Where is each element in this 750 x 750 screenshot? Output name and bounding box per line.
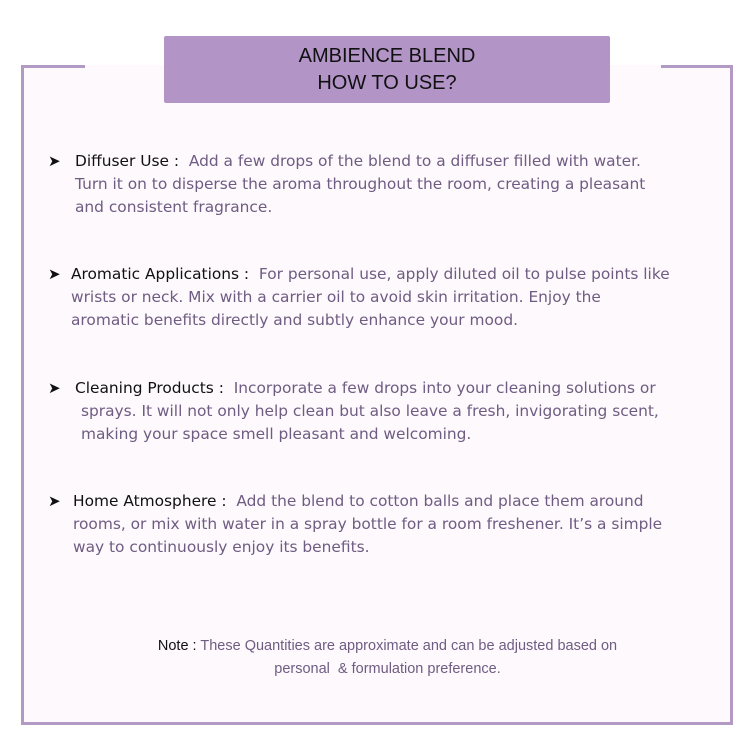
item-label: Diffuser Use :: [75, 152, 180, 170]
item-label: Aromatic Applications :: [71, 265, 250, 283]
item-text: way to continuously enjoy its benefits.: [73, 538, 370, 556]
item-label: Cleaning Products :: [75, 379, 224, 397]
item-text: sprays. It will not only help clean but also leave a fresh, invigorating scent,: [81, 402, 659, 420]
note-text: personal & formulation preference.: [274, 661, 501, 677]
item-text: Add a few drops of the blend to a diffuser filled with water.: [188, 152, 641, 170]
item-text: For personal use, apply diluted oil to pulse points like: [258, 265, 670, 283]
note: [100, 635, 675, 681]
arrow-bullet-icon: ➤: [48, 152, 61, 170]
arrow-bullet-icon: ➤: [48, 492, 61, 510]
title-line-1: AMBIENCE BLEND: [298, 45, 476, 67]
title-banner: [164, 36, 610, 103]
item-text: aromatic benefits directly and subtly enhance your mood.: [71, 311, 518, 329]
title-line-2: HOW TO USE?: [317, 72, 457, 94]
item-text: and consistent fragrance.: [75, 198, 273, 216]
arrow-bullet-icon: ➤: [48, 379, 61, 397]
item-text: making your space smell pleasant and welcoming.: [81, 425, 472, 443]
item-text: wrists or neck. Mix with a carrier oil to avoid skin irritation. Enjoy the: [71, 288, 601, 306]
item-text: Incorporate a few drops into your cleaning solutions or: [233, 379, 656, 397]
arrow-bullet-icon: ➤: [48, 265, 61, 283]
item-label: Home Atmosphere :: [73, 492, 227, 510]
note-label: Note :: [157, 638, 197, 654]
note-text: These Quantities are approximate and can be adjusted based on: [200, 638, 618, 654]
frame-top-left-segment: [21, 65, 85, 68]
item-text: Turn it on to disperse the aroma throughout the room, creating a pleasant: [75, 175, 646, 193]
item-text: rooms, or mix with water in a spray bottle for a room freshener. It’s a simple: [73, 515, 663, 533]
item-text: Add the blend to cotton balls and place them around: [236, 492, 644, 510]
frame-top-right-segment: [661, 65, 730, 68]
